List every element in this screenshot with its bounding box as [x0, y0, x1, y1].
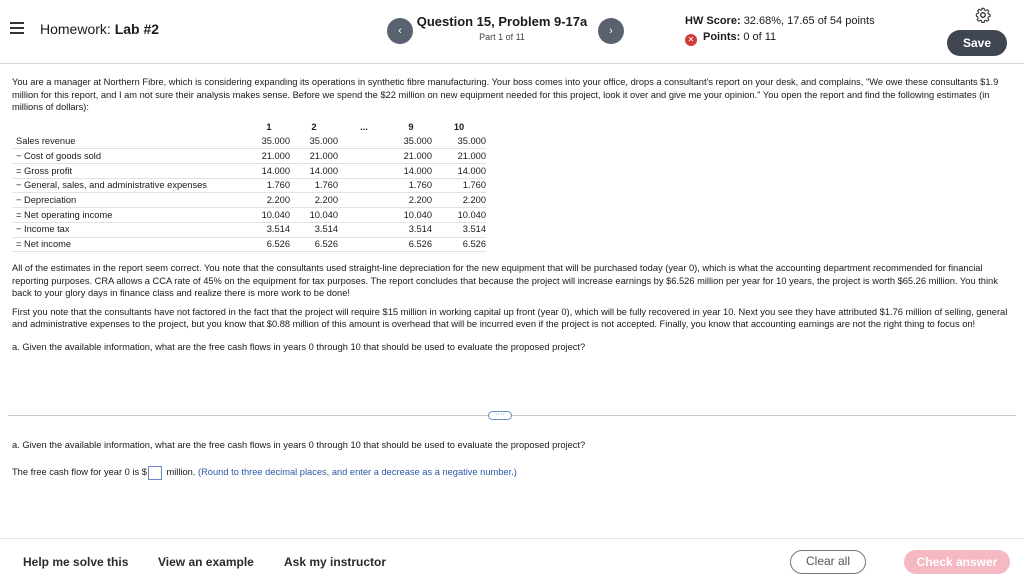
answer-suffix: million. — [166, 467, 196, 477]
top-bar — [0, 0, 1024, 64]
table-row: − Cost of goods sold 21.000 21.000 21.000 21.000 — [12, 149, 486, 164]
table-row: = Net operating income 10.040 10.040 10.040 10.040 — [12, 208, 486, 223]
question-part: Part 1 of 11 — [479, 32, 525, 42]
col-header: 2 — [311, 121, 317, 132]
col-header: 1 — [266, 121, 272, 132]
previous-question-button[interactable]: ‹ — [387, 18, 413, 44]
table-row: = Gross profit 14.000 14.000 14.000 14.000 — [12, 164, 486, 179]
problem-paragraph-2: All of the estimates in the report seem correct. You note that the consultants used straight-line depreciation for the new equipment that will be purchased today (year 0), which is what the accounting department recommended for financial reporting purposes. CRA allows a CCA rate of 45% on the equipment for tax purposes. The report concludes that because the project will increase earnings by $6.526 million per year for 10 years, the project is worth $65.26 million. You think back to your glory days in finance class and realize there is more work to be done! — [12, 263, 998, 299]
answer-line — [12, 464, 517, 480]
settings-gear-icon[interactable] — [975, 7, 991, 23]
problem-intro: You are a manager at Northern Fibre, which is considering expanding its operations in synthetic fibre manufacturing. Your boss comes into your office, drops a consultant's report on your desk, and complains, "We owe these consultants $1.9 million for this report, and I am not sure their analysis makes sense. Before we spend the $22 million on new equipment needed for this project, look it over and give me your opinion." You open the report and find the following estimates (in millions of dollars): — [12, 77, 999, 112]
hw-score-value: 32.68%, 17.65 of 54 points — [743, 15, 875, 27]
answer-question: a. Given the available information, what are the free cash flows in years 0 through 10 that should be used to evaluate the proposed project? — [12, 440, 586, 450]
ask-instructor-link[interactable]: Ask my instructor — [284, 555, 387, 569]
fcf-year0-input[interactable] — [148, 466, 162, 480]
view-example-link[interactable]: View an example — [158, 555, 254, 569]
points-label: Points: — [703, 31, 741, 43]
answer-hint: (Round to three decimal places, and enter a decrease as a negative number.) — [198, 467, 517, 477]
homework-name: Lab #2 — [114, 21, 160, 37]
problem-content — [12, 76, 1010, 359]
check-answer-button[interactable]: Check answer — [904, 550, 1010, 574]
table-row: = Net income 6.526 6.526 6.526 6.526 — [12, 237, 486, 252]
table-row: − Depreciation 2.200 2.200 2.200 2.200 — [12, 193, 486, 208]
homework-title — [40, 21, 159, 37]
hw-score-label: HW Score: — [685, 15, 741, 27]
table-header-row — [12, 120, 486, 135]
save-button[interactable]: Save — [947, 30, 1007, 56]
table-row: − General, sales, and administrative expenses 1.760 1.760 1.760 1.760 — [12, 178, 486, 193]
problem-paragraph-3: First you note that the consultants have not factored in the fact that the project will require $15 million in working capital up front (year 0), which will be fully recovered in year 10. Next you see they have attributed $1.76 million of selling, general and administrative expenses to the project, but you know that $0.88 million of this amount is overhead that will be incurred even if the project is not accepted. Finally, you know that accounting earnings are not the right thing to focus on! — [12, 306, 1008, 330]
question-title: Question 15, Problem 9-17a — [416, 14, 588, 29]
question-a-prompt: a. Given the available information, what are the free cash flows in years 0 through 10 that should be used to evaluate the proposed project? — [12, 341, 586, 352]
table-row: Sales revenue 35.000 35.000 35.000 35.000 — [12, 134, 486, 149]
footer-divider — [0, 538, 1024, 539]
clear-all-button[interactable]: Clear all — [790, 550, 866, 574]
col-header: 10 — [453, 121, 465, 132]
hw-score — [685, 15, 875, 27]
col-header-ellipsis: ... — [360, 121, 368, 132]
homework-prefix: Homework: — [40, 21, 111, 37]
hamburger-menu-icon[interactable] — [10, 22, 24, 34]
answer-prefix: The free cash flow for year 0 is $ — [12, 467, 147, 477]
expand-more-button[interactable]: ···· — [488, 411, 512, 420]
col-header: 9 — [408, 121, 414, 132]
table-row: − Income tax 3.514 3.514 3.514 3.514 — [12, 222, 486, 237]
incorrect-x-icon: ✕ — [685, 34, 697, 46]
section-divider — [8, 415, 1016, 416]
points-value: 0 of 11 — [743, 31, 777, 43]
help-me-solve-link[interactable]: Help me solve this — [23, 555, 129, 569]
next-question-button[interactable]: › — [598, 18, 624, 44]
points — [685, 31, 776, 46]
income-statement-table — [12, 120, 486, 253]
